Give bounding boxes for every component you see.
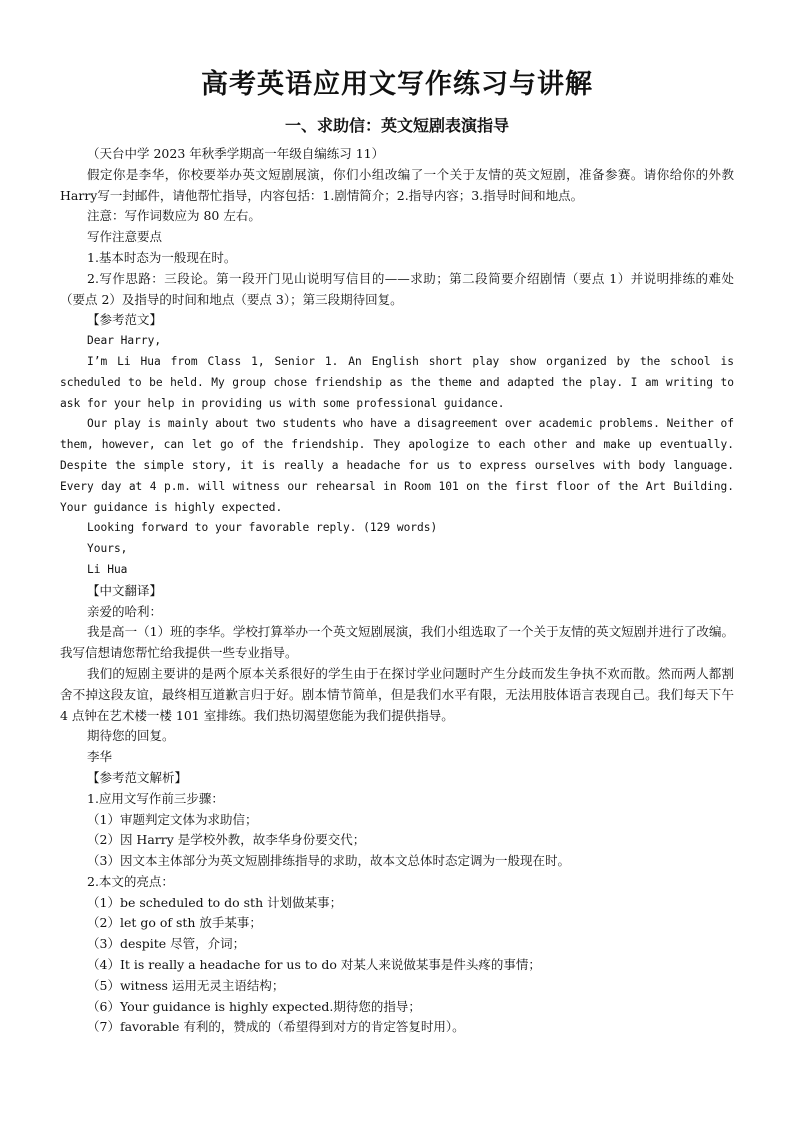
section-title: 一、求助信：英文短剧表演指导 — [284, 116, 509, 135]
sample-paragraph-2: Our play is mainly about two students who have a disagreement over academic problems. Neither of them, however, can let go of the friendship. They apologize to each other and make up eventually. Despite the simple story, it is really a headache for us to express ourselves with body language. Every day at 4 p.m. will witness our rehearsal in Room 101 on the first floor of the Art Building. Your guidance is highly expected. — [60, 417, 734, 514]
analysis-step: （1）审题判定文体为求助信； — [87, 811, 258, 827]
analysis-highlight: （3）despite 尽管，介词； — [87, 936, 246, 952]
document-body — [60, 144, 734, 1038]
translation-signature: 李华 — [87, 749, 113, 765]
translation-paragraph-3: 期待您的回复。 — [87, 728, 175, 744]
analysis-highlight: （6）Your guidance is highly expected.期待您的指导； — [87, 998, 421, 1014]
tips-item-1: 1.基本时态为一般现在时。 — [87, 249, 237, 265]
task-source: （天台中学 2023 年秋季学期高一年级自编练习 11） — [87, 146, 385, 161]
task-note: 注意：写作词数应为 80 左右。 — [87, 208, 261, 224]
analysis-step: （2）因 Harry 是学校外教，故李华身份要交代； — [87, 832, 366, 848]
analysis-heading: 【参考范文解析】 — [87, 769, 188, 785]
translation-salutation: 亲爱的哈利： — [87, 603, 163, 619]
translation-paragraph-2: 我们的短剧主要讲的是两个原本关系很好的学生由于在探讨学业问题时产生分歧而发生争执不欢而散。然而两人都割舍不掉这段友谊，最终相互道歉言归于好。剧本情节简单，但是我们水平有限，无法用肢体语言表现自己。我们每天下午 4 点钟在艺术楼一楼 101 室排练。我们热切渴望您能为我们提供指导。 — [60, 665, 734, 723]
sample-closing: Yours, — [87, 542, 128, 556]
tips-heading: 写作注意要点 — [87, 229, 163, 245]
sample-heading: 【参考范文】 — [87, 312, 163, 328]
analysis-highlight: （7）favorable 有利的，赞成的（希望得到对方的肯定答复时用）。 — [87, 1019, 465, 1035]
translation-heading: 【中文翻译】 — [87, 582, 163, 598]
sample-signature: Li Hua — [87, 562, 128, 576]
translation-paragraph-1: 我是高一（1）班的李华。学校打算举办一个英文短剧展演，我们小组选取了一个关于友情的英文短剧并进行了改编。我写信想请您帮忙给我提供一些专业指导。 — [60, 624, 734, 661]
analysis-highlights-heading: 2.本文的亮点： — [87, 873, 174, 889]
sample-paragraph-1: I’m Li Hua from Class 1, Senior 1. An English short play show organized by the school is scheduled to be held. My group chose friendship as the theme and adapted the play. I am writing to ask for your help in providing us with some professional guidance. — [60, 354, 734, 410]
analysis-highlight: （5）witness 运用无灵主语结构； — [87, 977, 285, 993]
document-title: 高考英语应用文写作练习与讲解 — [201, 69, 593, 100]
analysis-highlight: （2）let go of sth 放手某事； — [87, 915, 262, 931]
sample-paragraph-3: Looking forward to your favorable reply. (129 words) — [87, 521, 438, 535]
analysis-step: （3）因文本主体部分为英文短剧排练指导的求助，故本文总体时态定调为一般现在时。 — [87, 853, 570, 869]
tips-item-2: 2.写作思路：三段论。第一段开门见山说明写信目的——求助；第二段简要介绍剧情（要点 1）并说明排练的难处（要点 2）及指导的时间和地点（要点 3）；第三段期待回复。 — [60, 270, 734, 307]
sample-salutation: Dear Harry, — [87, 334, 162, 348]
analysis-steps-heading: 1.应用文写作前三步骤： — [87, 790, 224, 806]
task-prompt: 假定你是李华，你校要举办英文短剧展演，你们小组改编了一个关于友情的英文短剧，准备参赛。请你给你的外教 Harry写一封邮件，请他帮忙指导，内容包括：1.剧情简介；2.指导内容；3.指导时间和地点。 — [60, 166, 734, 203]
analysis-highlight: （4）It is really a headache for us to do 对某人来说做某事是件头疼的事情； — [87, 957, 541, 973]
analysis-highlight: （1）be scheduled to do sth 计划做某事； — [87, 894, 343, 910]
